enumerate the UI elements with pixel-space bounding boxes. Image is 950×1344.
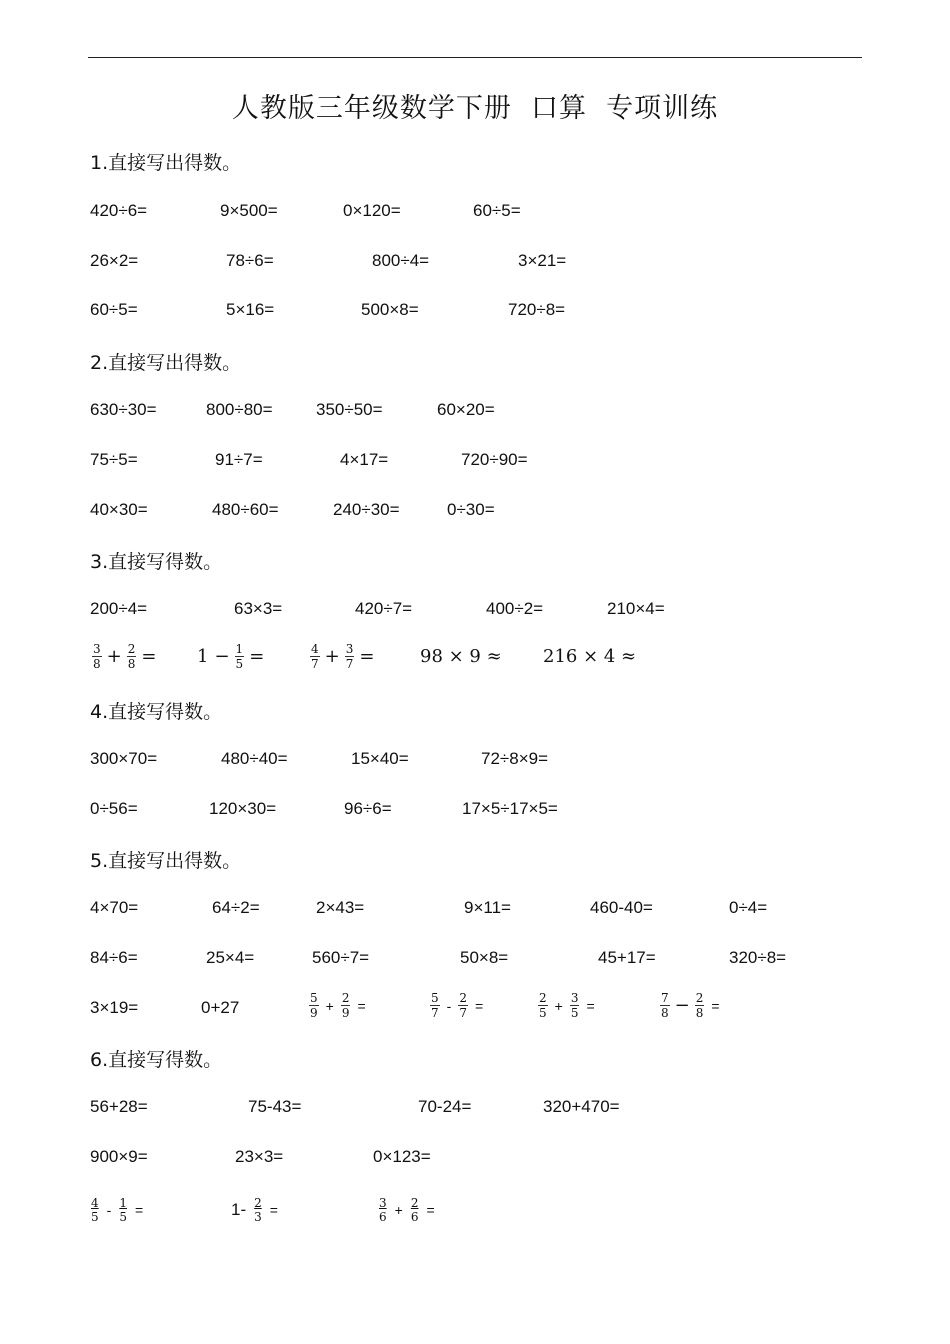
problem: 300×70= [90,749,158,768]
problem: 480÷60= [212,500,279,519]
problem: 630÷30= [90,400,157,419]
problem: 9×500= [220,201,278,220]
fraction-problem: $\frac{3}{8}$ + $\frac{2}{8}$ = [93,642,157,671]
problem: 320+470= [543,1097,620,1116]
problem: 60÷5= [90,300,138,319]
problem: 350÷50= [316,400,383,419]
section-2-row-2 [0,450,950,480]
section-1-row-1 [0,201,950,231]
fraction-problem: $\frac{3}{6}$ + $\frac{2}{6}$ = [379,1196,435,1224]
problem: 0+27 [201,998,240,1017]
problem: 800÷4= [372,251,430,270]
problem: 0×120= [343,201,401,220]
problem: 900×9= [90,1147,148,1166]
problem: 420÷6= [90,201,148,220]
section-4-row-1 [0,749,950,779]
problem: 63×3= [234,599,283,618]
section-4-row-2 [0,799,950,829]
fraction-problem: $\frac{7}{8}$ − $\frac{2}{8}$ = [661,991,720,1020]
problem: 45+17= [598,948,656,967]
section-2-heading: 2.直接写出得数。 [90,352,242,374]
fraction-problem: $\frac{4}{5}$ - $\frac{1}{5}$ = [91,1196,144,1224]
section-2-row-1 [0,400,950,430]
section-6-row-2 [0,1147,950,1177]
problem: 50×8= [460,948,509,967]
problem: 460-40= [590,898,653,917]
page-title: 人教版三年级数学下册 口算 专项训练 [231,93,719,124]
fraction-problem: $\frac{4}{7}$ + $\frac{3}{7}$ = [311,642,375,671]
problem: 70-24= [418,1097,472,1116]
problem: 720÷90= [461,450,528,469]
problem: 5×16= [226,300,275,319]
problem: 3×19= [90,998,139,1017]
problem: 4×70= [90,898,139,917]
section-3-heading: 3.直接写得数。 [90,551,223,573]
section-1-heading: 1.直接写出得数。 [90,152,242,174]
problem: 23×3= [235,1147,284,1166]
section-3-row-1 [0,599,950,629]
problem: 400÷2= [486,599,544,618]
problem: 75÷5= [90,450,138,469]
problem: 75-43= [248,1097,302,1116]
section-6-row-3 [0,1196,950,1233]
problem: 200÷4= [90,599,148,618]
problem: 0÷4= [729,898,768,917]
fraction-problem: 1 − $\frac{1}{5}$ = [197,642,265,671]
problem: 210×4= [607,599,665,618]
problem: 78÷6= [226,251,274,270]
section-3-math-row [0,642,950,678]
problem: 240÷30= [333,500,400,519]
estimate-problem: 98 × 9 ≈ [420,646,502,667]
problem: 0×123= [373,1147,431,1166]
section-1-row-2 [0,251,950,281]
section-5-heading: 5.直接写出得数。 [90,850,242,872]
section-4-heading: 4.直接写得数。 [90,701,223,723]
problem: 72÷8×9= [481,749,549,768]
problem: 91÷7= [215,450,263,469]
section-5-row-1 [0,898,950,928]
problem: 480÷40= [221,749,288,768]
problem: 84÷6= [90,948,138,967]
section-5-row-2 [0,948,950,978]
problem: 560÷7= [312,948,370,967]
section-6-heading: 6.直接写得数。 [90,1049,223,1071]
fraction-problem: 1- $\frac{2}{3}$ = [231,1196,278,1224]
fraction-problem: $\frac{5}{9}$ + $\frac{2}{9}$ = [310,991,366,1020]
problem: 40×30= [90,500,148,519]
section-5-row-3 [0,991,950,1028]
problem: 0÷30= [447,500,495,519]
problem: 420÷7= [355,599,413,618]
problem: 4×17= [340,450,389,469]
problem: 96÷6= [344,799,392,818]
problem: 720÷8= [508,300,566,319]
fraction-problem: $\frac{2}{5}$ + $\frac{3}{5}$ = [539,991,595,1020]
section-6-row-1 [0,1097,950,1127]
fraction-problem: $\frac{5}{7}$ - $\frac{2}{7}$ = [431,991,484,1020]
problem: 56+28= [90,1097,148,1116]
problem: 9×11= [464,898,511,917]
problem: 17×5÷17×5= [462,799,558,818]
problem: 120×30= [209,799,277,818]
problem: 800÷80= [206,400,273,419]
top-rule [88,57,862,58]
problem: 25×4= [206,948,255,967]
problem: 60×20= [437,400,495,419]
problem: 64÷2= [212,898,260,917]
problem: 60÷5= [473,201,521,220]
problem: 15×40= [351,749,409,768]
problem: 2×43= [316,898,365,917]
section-1-row-3 [0,300,950,330]
estimate-problem: 216 × 4 ≈ [543,646,637,667]
section-2-row-3 [0,500,950,530]
problem: 3×21= [518,251,567,270]
problem: 26×2= [90,251,139,270]
problem: 0÷56= [90,799,138,818]
problem: 320÷8= [729,948,787,967]
problem: 500×8= [361,300,419,319]
